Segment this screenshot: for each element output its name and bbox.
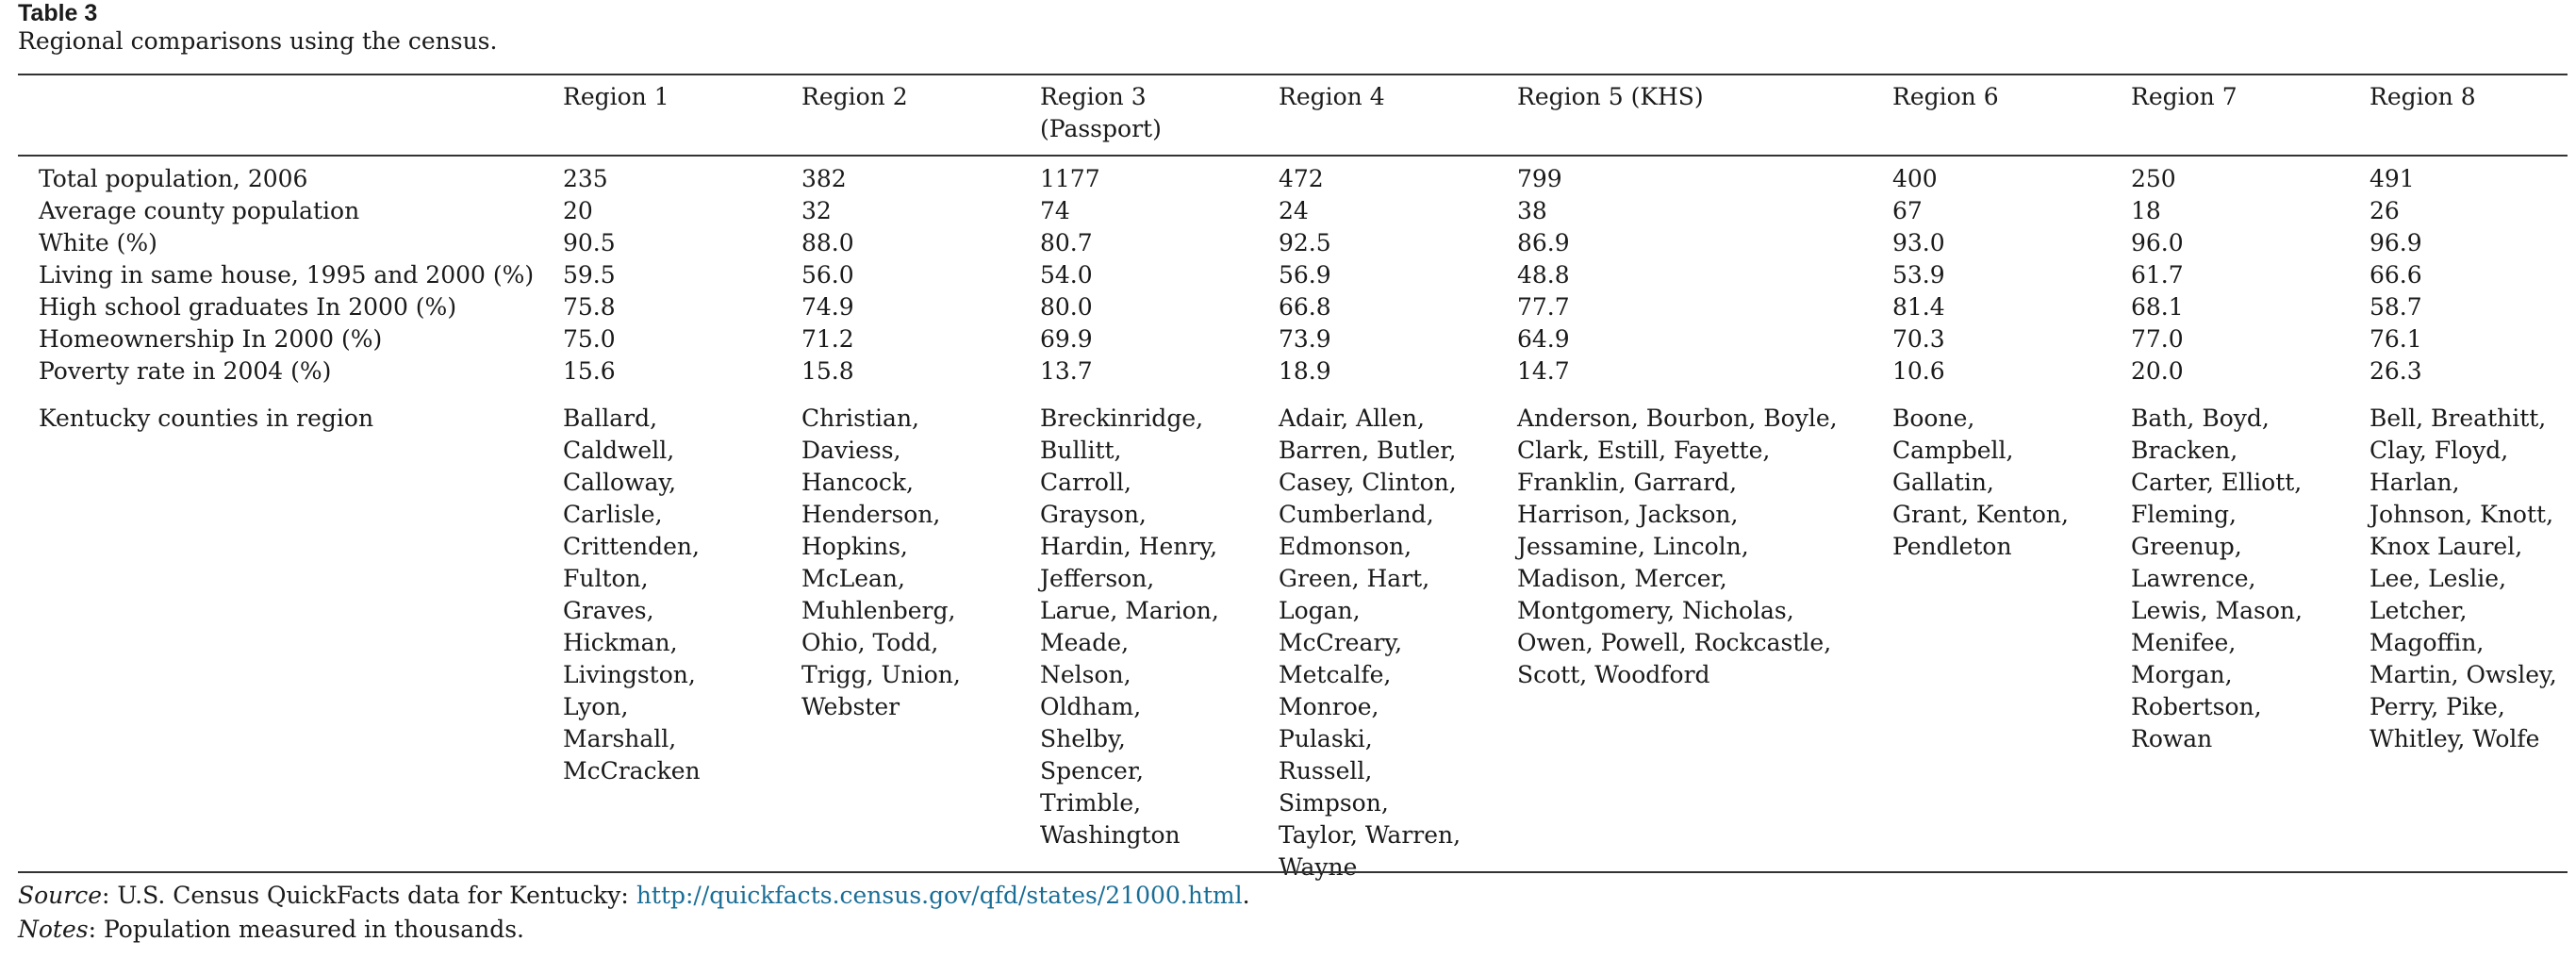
table-cell: 54.0 [1040, 261, 1093, 289]
table-row [18, 259, 2568, 291]
counties-cell [801, 388, 1040, 884]
row-label: High school graduates In 2000 (%) [39, 293, 457, 321]
table-cell: 235 [563, 165, 608, 192]
table-caption: Regional comparisons using the census. [18, 27, 498, 55]
table-cell: 96.9 [2370, 229, 2422, 256]
header-row [18, 81, 2568, 145]
table-cell: 71.2 [801, 325, 854, 353]
table-cell: 1177 [1040, 165, 1100, 192]
column-header: Region 5 (KHS) [1517, 83, 1704, 110]
counties-list: Christian, Daviess, Hancock, Henderson, Hopkins, McLean, Muhlenberg, Ohio, Todd, Trigg, Union, Webster [801, 405, 961, 720]
table-row [18, 227, 2568, 259]
table-cell: 58.7 [2370, 293, 2422, 321]
table-cell: 15.6 [563, 357, 616, 385]
table-row [18, 163, 2568, 195]
row-label: Kentucky counties in region [39, 405, 374, 432]
table-cell: 66.6 [2370, 261, 2422, 289]
table-cell: 38 [1517, 197, 1547, 224]
table-cell: 53.9 [1892, 261, 1945, 289]
table-cell: 74.9 [801, 293, 854, 321]
table-cell: 20 [563, 197, 593, 224]
bottom-rule [18, 871, 2568, 873]
counties-list: Ballard, Caldwell, Calloway, Carlisle, Crittenden, Fulton, Graves, Hickman, Livingston, Lyon, Marshall, McCracken [563, 405, 701, 785]
table-cell: 74 [1040, 197, 1070, 224]
column-header: Region 7 [2131, 83, 2237, 110]
column-header: Region 8 [2370, 83, 2476, 110]
counties-list: Bath, Boyd, Bracken, Carter, Elliott, Fleming, Greenup, Lawrence, Lewis, Mason, Menifee, Morgan, Robertson, Rowan [2131, 405, 2303, 752]
table-body [18, 163, 2568, 884]
row-label: Homeownership In 2000 (%) [39, 325, 383, 353]
table-cell: 13.7 [1040, 357, 1093, 385]
column-header: Region 4 [1279, 83, 1385, 110]
table-cell: 20.0 [2131, 357, 2184, 385]
table-footnotes [18, 879, 1250, 947]
table-row [18, 355, 2568, 388]
column-header: Region 1 [563, 83, 669, 110]
table-cell: 26.3 [2370, 357, 2422, 385]
table-header [18, 81, 2568, 145]
table-number: Table 3 [18, 0, 98, 26]
table-cell: 68.1 [2131, 293, 2184, 321]
table-cell: 48.8 [1517, 261, 1570, 289]
counties-cell [2131, 388, 2370, 884]
table-cell: 75.8 [563, 293, 616, 321]
row-label: Total population, 2006 [39, 165, 308, 192]
column-header: Region 2 [801, 83, 908, 110]
header-rule [18, 155, 2568, 157]
table-cell: 67 [1892, 197, 1923, 224]
header-corner [18, 81, 563, 145]
table-cell: 18 [2131, 197, 2161, 224]
source-note: Source: U.S. Census QuickFacts data for Kentucky: http://quickfacts.census.gov/qfd/states/21000.html. [18, 882, 1250, 909]
table-cell: 64.9 [1517, 325, 1570, 353]
table-cell: 80.0 [1040, 293, 1093, 321]
table-cell: 81.4 [1892, 293, 1945, 321]
table-cell: 799 [1517, 165, 1562, 192]
counties-list: Adair, Allen, Barren, Butler, Casey, Clinton, Cumberland, Edmonson, Green, Hart, Logan, McCreary, Metcalfe, Monroe, Pulaski, Russell, Simpson, Taylor, Warren, Wayne [1279, 405, 1461, 881]
table-cell: 400 [1892, 165, 1938, 192]
table-cell: 250 [2131, 165, 2176, 192]
table-cell: 80.7 [1040, 229, 1093, 256]
counties-cell [563, 388, 801, 884]
table-cell: 18.9 [1279, 357, 1331, 385]
table-cell: 66.8 [1279, 293, 1331, 321]
table-cell: 93.0 [1892, 229, 1945, 256]
table-cell: 472 [1279, 165, 1324, 192]
column-header: Region 6 [1892, 83, 1999, 110]
table-cell: 90.5 [563, 229, 616, 256]
source-link[interactable]: http://quickfacts.census.gov/qfd/states/21000.html [636, 882, 1243, 909]
table-cell: 24 [1279, 197, 1309, 224]
counties-list: Boone, Campbell, Gallatin, Grant, Kenton, Pendleton [1892, 405, 2069, 560]
table-cell: 10.6 [1892, 357, 1945, 385]
table-cell: 61.7 [2131, 261, 2184, 289]
counties-cell [2370, 388, 2568, 884]
table-cell: 77.0 [2131, 325, 2184, 353]
table-row [18, 195, 2568, 227]
table-cell: 32 [801, 197, 832, 224]
table-cell: 59.5 [563, 261, 616, 289]
table-cell: 96.0 [2131, 229, 2184, 256]
table-row [18, 291, 2568, 323]
table-cell: 70.3 [1892, 325, 1945, 353]
counties-list: Bell, Breathitt, Clay, Floyd, Harlan, Johnson, Knott, Knox Laurel, Lee, Leslie, Letcher, Magoffin, Martin, Owsley, Perry, Pike, Whitley, Wolfe [2370, 405, 2557, 752]
table-figure [18, 0, 2568, 943]
table-cell: 77.7 [1517, 293, 1570, 321]
counties-cell [1517, 388, 1892, 884]
row-label: Poverty rate in 2004 (%) [39, 357, 332, 385]
table-cell: 14.7 [1517, 357, 1570, 385]
counties-cell [1040, 388, 1279, 884]
table-cell: 69.9 [1040, 325, 1093, 353]
counties-cell [1892, 388, 2131, 884]
table-cell: 73.9 [1279, 325, 1331, 353]
table-cell: 15.8 [801, 357, 854, 385]
counties-list: Breckinridge, Bullitt, Carroll, Grayson, Hardin, Henry, Jefferson, Larue, Marion, Meade, Nelson, Oldham, Shelby, Spencer, Trimble, Washington [1040, 405, 1219, 849]
row-label: White (%) [39, 229, 157, 256]
table-cell: 26 [2370, 197, 2400, 224]
table-row [18, 323, 2568, 355]
table-cell: 88.0 [801, 229, 854, 256]
table-cell: 56.9 [1279, 261, 1331, 289]
table-cell: 75.0 [563, 325, 616, 353]
notes-note: Notes: Population measured in thousands. [18, 916, 524, 943]
row-label: Living in same house, 1995 and 2000 (%) [39, 261, 535, 289]
row-label: Average county population [39, 197, 360, 224]
table-cell: 491 [2370, 165, 2415, 192]
table-cell: 92.5 [1279, 229, 1331, 256]
table-cell: 56.0 [801, 261, 854, 289]
counties-row [18, 388, 2568, 884]
table-cell: 76.1 [2370, 325, 2422, 353]
table-cell: 86.9 [1517, 229, 1570, 256]
counties-cell [1279, 388, 1517, 884]
counties-list: Anderson, Bourbon, Boyle, Clark, Estill, Fayette, Franklin, Garrard, Harrison, Jackson, Jessamine, Lincoln, Madison, Mercer, Montgomery, Nicholas, Owen, Powell, Rockcastle, Scott, Woodford [1517, 405, 1838, 688]
column-header: Region 3 (Passport) [1040, 83, 1162, 142]
top-rule [18, 74, 2568, 75]
table-cell: 382 [801, 165, 847, 192]
